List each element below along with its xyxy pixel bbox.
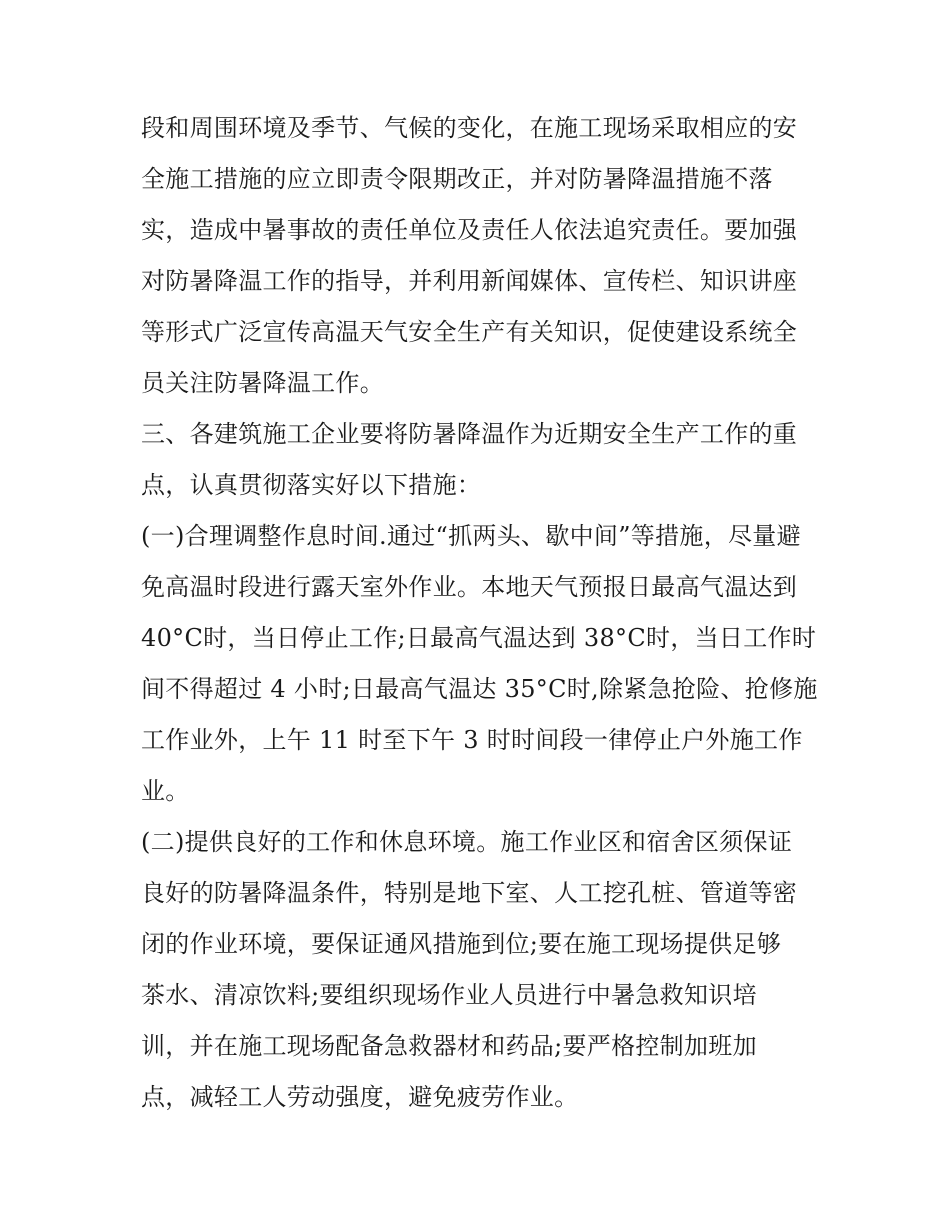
item-1-line: (一)合理调整作息时间.通过“抓两头、歇中间”等措施，尽量避 — [141, 522, 801, 550]
item-1-line: 免高温时段进行露天室外作业。本地天气预报日最高气温达到 — [141, 573, 798, 601]
text-line: 员关注防暑降温工作。 — [141, 369, 384, 397]
item-1-line: 40°C时，当日停止工作;日最高气温达到 38°C时，当日工作时 — [141, 624, 817, 652]
item-2-line: 训，并在施工现场配备急救器材和药品;要严格控制加班加 — [141, 1032, 757, 1060]
item-2-line: (二)提供良好的工作和休息环境。施工作业区和宿舍区须保证 — [141, 828, 793, 856]
document-body — [141, 103, 831, 1123]
item-2-line: 闭的作业环境，要保证通风措施到位;要在施工现场提供足够 — [141, 930, 782, 958]
text-line: 段和周围环境及季节、气候的变化，在施工现场采取相应的安 — [141, 114, 798, 142]
item-1-line: 业。 — [141, 777, 190, 805]
text-line: 等形式广泛宣传高温天气安全生产有关知识，促使建设系统全 — [141, 318, 798, 346]
item-1-line: 工作业外，上午 11 时至下午 3 时时间段一律停止户外施工作 — [141, 726, 803, 754]
item-2-line: 茶水、清凉饮料;要组织现场作业人员进行中暑急救知识培 — [141, 981, 757, 1009]
text-line: 实，造成中暑事故的责任单位及责任人依法追究责任。要加强 — [141, 216, 798, 244]
text-line: 对防暑降温工作的指导，并利用新闻媒体、宣传栏、知识讲座 — [141, 267, 798, 295]
item-2-line: 良好的防暑降温条件，特别是地下室、人工挖孔桩、管道等密 — [141, 879, 798, 907]
text-line: 全施工措施的应立即责令限期改正，并对防暑降温措施不落 — [141, 165, 773, 193]
section-heading-line: 点，认真贯彻落实好以下措施： — [141, 471, 482, 499]
section-heading-line: 三、各建筑施工企业要将防暑降温作为近期安全生产工作的重 — [141, 420, 798, 448]
item-1-line: 间不得超过 4 小时;日最高气温达 35°C时,除紧急抢险、抢修施 — [141, 675, 818, 703]
item-2-line: 点，减轻工人劳动强度，避免疲劳作业。 — [141, 1083, 579, 1111]
